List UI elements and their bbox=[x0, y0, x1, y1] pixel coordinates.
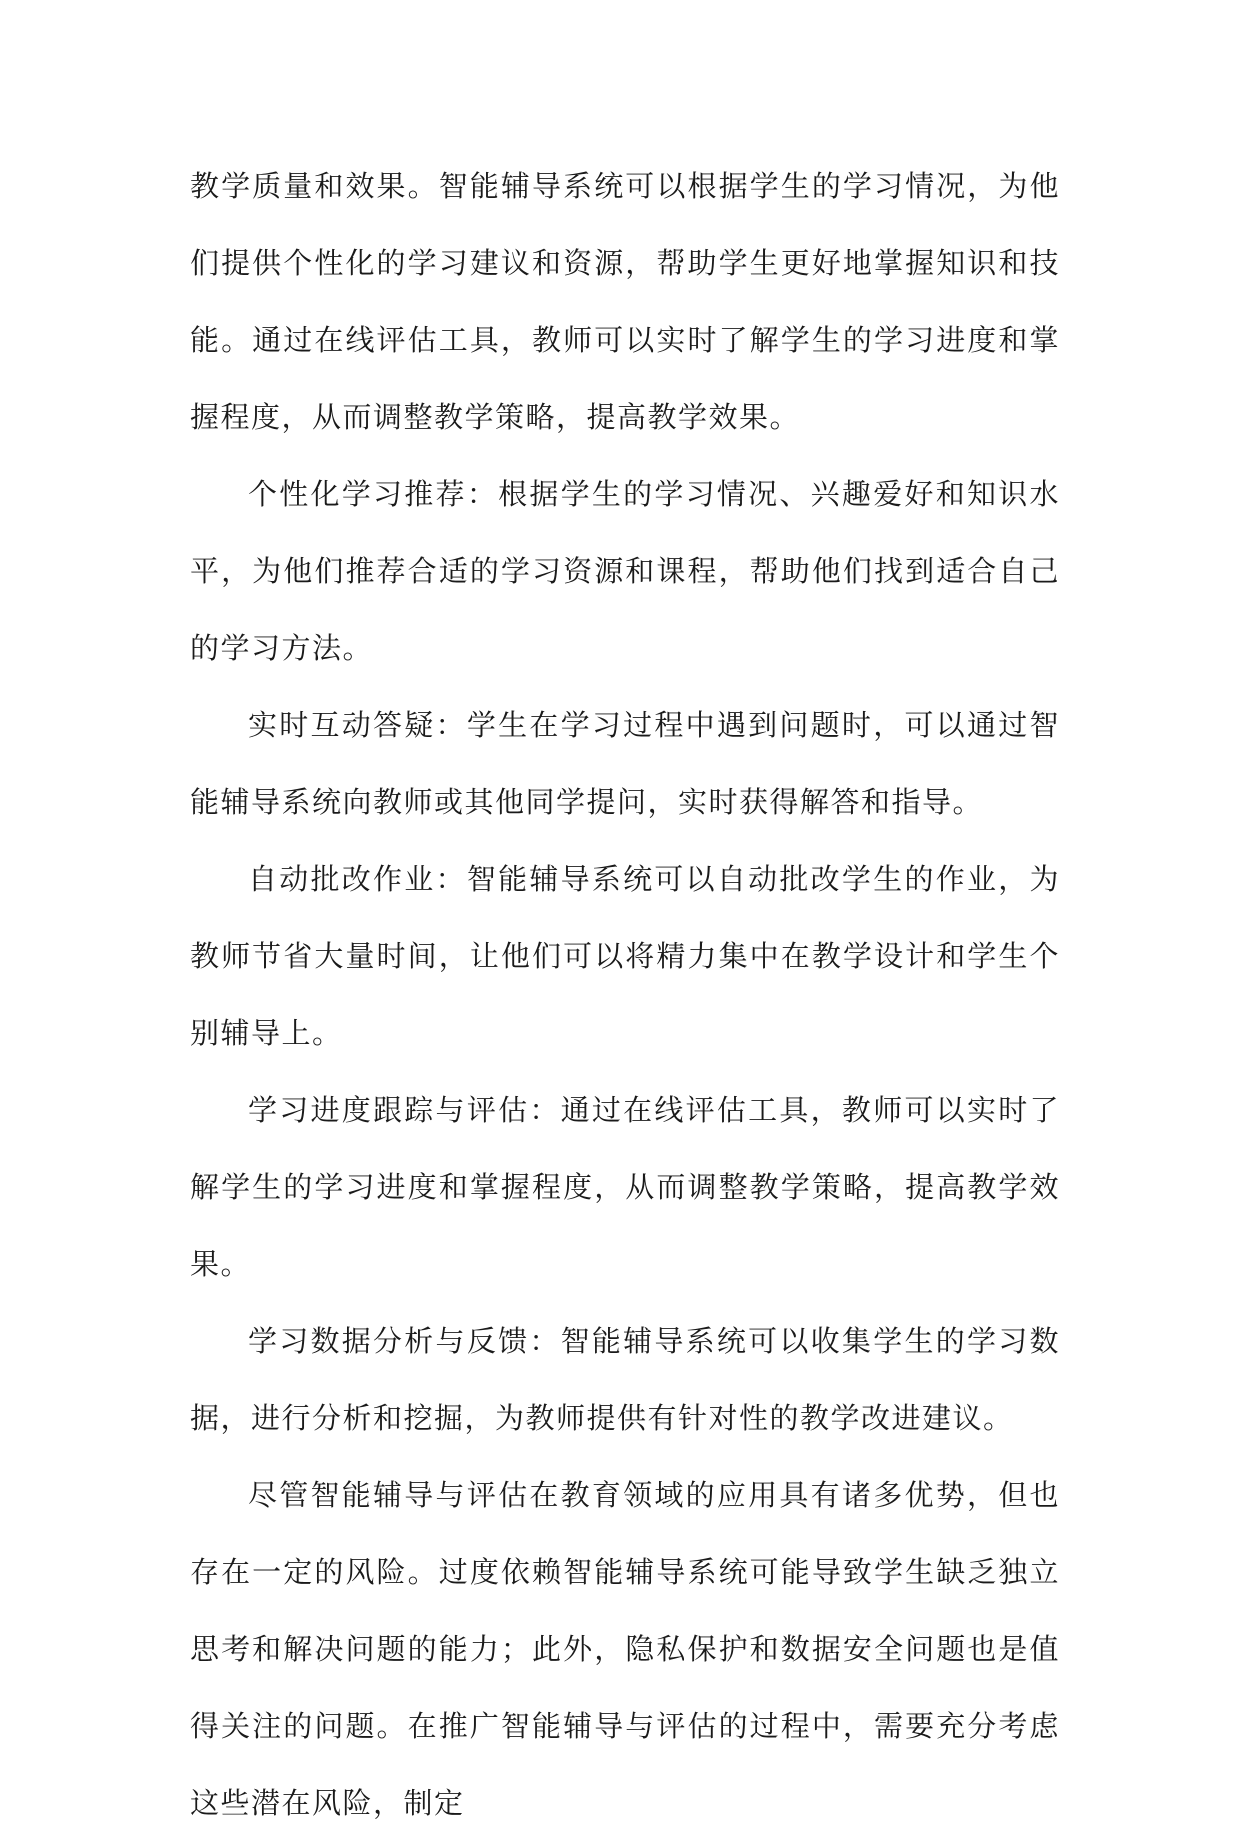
paragraph-1: 教学质量和效果。智能辅导系统可以根据学生的学习情况，为他们提供个性化的学习建议和资源，帮助学生更好地掌握知识和技能。通过在线评估工具，教师可以实时了解学生的学习进度和掌握程度，从而调整教学策略，提高教学效果。 bbox=[190, 169, 1060, 434]
paragraph-6: 学习数据分析与反馈：智能辅导系统可以收集学生的学习数据，进行分析和挖掘，为教师提供有针对性的教学改进建议。 bbox=[190, 1324, 1060, 1435]
paragraph-4: 自动批改作业：智能辅导系统可以自动批改学生的作业，为教师节省大量时间，让他们可以将精力集中在教学设计和学生个别辅导上。 bbox=[190, 862, 1060, 1050]
paragraph-7: 尽管智能辅导与评估在教育领域的应用具有诸多优势，但也存在一定的风险。过度依赖智能辅导系统可能导致学生缺乏独立思考和解决问题的能力；此外，隐私保护和数据安全问题也是值得关注的问题。在推广智能辅导与评估的过程中，需要充分考虑这些潜在风险，制定 bbox=[190, 1478, 1060, 1820]
paragraph-2: 个性化学习推荐：根据学生的学习情况、兴趣爱好和知识水平，为他们推荐合适的学习资源和课程，帮助他们找到适合自己的学习方法。 bbox=[190, 477, 1060, 665]
paragraph-3: 实时互动答疑：学生在学习过程中遇到问题时，可以通过智能辅导系统向教师或其他同学提问，实时获得解答和指导。 bbox=[190, 708, 1060, 819]
document-body bbox=[190, 148, 1060, 1842]
paragraph-5: 学习进度跟踪与评估：通过在线评估工具，教师可以实时了解学生的学习进度和掌握程度，从而调整教学策略，提高教学效果。 bbox=[190, 1093, 1060, 1281]
